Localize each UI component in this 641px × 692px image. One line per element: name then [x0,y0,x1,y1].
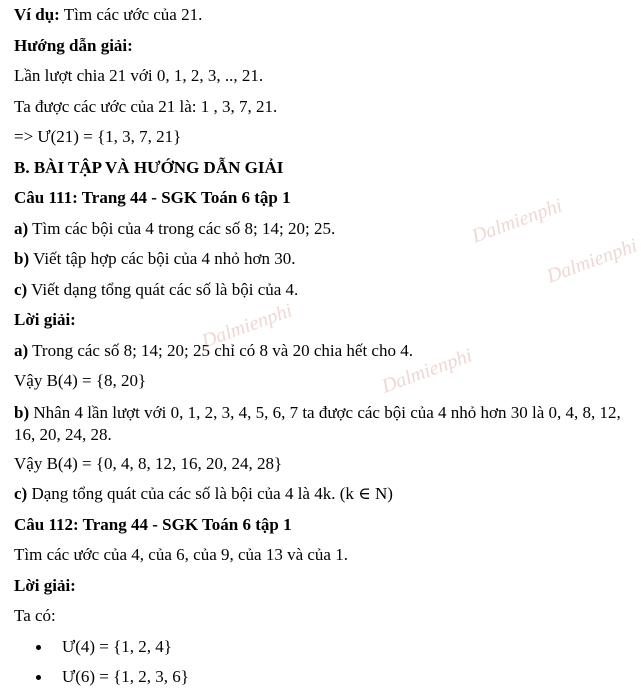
question-heading: Câu 112: Trang 44 - SGK Toán 6 tập 1 [14,514,292,534]
watermark-text: Dalmienphi [378,344,476,398]
text-line: Ta được các ước của 21 là: 1 , 3, 7, 21. [14,96,278,116]
section-heading: B. BÀI TẬP VÀ HƯỚNG DẪN GIẢI [14,157,284,177]
watermark-text: Dalmienphi [468,194,566,248]
solution-part: b) Nhân 4 lần lượt với 0, 1, 2, 3, 4, 5, 6, 7 ta được các bội của 4 nhỏ hơn 30 là 0, 4, 8, 12, 16, 20, 24, 28. [14,402,621,444]
example-line: Ví dụ: Tìm các ước của 21. [14,5,203,24]
document-body [14,0,624,692]
text-line: Ta có: [14,606,56,625]
watermark-text: Dalmienphi [198,299,296,353]
text-line: Vậy B(4) = {0, 4, 8, 12, 16, 20, 24, 28} [14,453,283,473]
bullet-icon [36,675,41,680]
solution-part: c) Dạng tổng quát của các số là bội của 4 là 4k. (k ∈ N) [14,484,393,503]
text-line: Lần lượt chia 21 với 0, 1, 2, 3, .., 21. [14,66,264,85]
watermark-text: Dalmienphi [543,234,641,288]
text-line: => Ư(21) = {1, 3, 7, 21} [14,127,182,146]
list-item: Ư(6) = {1, 2, 3, 6} [14,662,624,692]
guide-heading: Hướng dẫn giải: [14,35,133,55]
solution-heading: Lời giải: [14,310,76,329]
question-part: c) Viết dạng tổng quát các số là bội của 4. [14,279,299,299]
solution-part: a) Trong các số 8; 14; 20; 25 chỉ có 8 và 20 chia hết cho 4. [14,340,413,360]
solution-heading: Lời giải: [14,575,76,595]
question-heading: Câu 111: Trang 44 - SGK Toán 6 tập 1 [14,188,291,207]
question-part: a) Tìm các bội của 4 trong các số 8; 14; 20; 25. [14,218,336,238]
bullet-icon [36,645,41,650]
text-line: Vậy B(4) = {8, 20} [14,371,147,390]
list-item: Ư(4) = {1, 2, 4} [14,632,624,662]
text-line: Tìm các ước của 4, của 6, của 9, của 13 và của 1. [14,545,348,564]
question-part: b) Viết tập hợp các bội của 4 nhỏ hơn 30. [14,249,296,268]
